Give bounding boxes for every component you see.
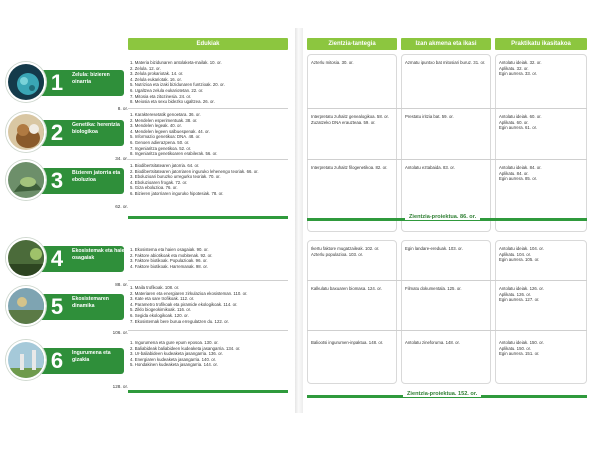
unit-4-contents <box>130 247 212 269</box>
tantegia-item[interactable]: Interpretatu zuhaitz filogenetikoa. 82. or. <box>311 165 388 170</box>
unit-5-akmena <box>405 286 462 292</box>
contents-item[interactable]: 4. Parametro trofikoak eta piramide ekologikoak. 114. or. <box>130 301 238 307</box>
unit-3-praktikatu <box>499 165 542 182</box>
tantegia-item[interactable]: Zuzatzeko DNA erauzteaa. 59. or. <box>311 119 376 125</box>
unit-page: 34. or. <box>115 156 128 161</box>
tantegia-item[interactable]: Baliootsi ingurumen-inpaktua. 148. or. <box>311 340 384 345</box>
unit-title: Zelula: bizieren oinarria <box>72 72 110 85</box>
contents-item[interactable]: 2. Faktore abiotikoak eta mobitenak. 92. or. <box>130 252 213 258</box>
unit-3-tantegia <box>311 165 387 171</box>
row-divider <box>128 280 288 281</box>
akmena-box-2 <box>401 240 491 384</box>
contents-item[interactable]: 2. Baliabideak baliabideen kudeaketa jasangarria. 134. or. <box>130 345 241 351</box>
contents-item[interactable]: 5. Giza eboluzioa. 76. or. <box>130 185 178 191</box>
contents-item[interactable]: 1. Ingurumena eta gure epum eposoa. 130. or. <box>130 340 219 345</box>
praktikatu-item[interactable]: Aplikatu. 126. or. <box>499 291 532 297</box>
unit-4-akmena <box>405 246 463 252</box>
contents-item[interactable]: 7. Ekosistemak bere burua erregulatzen du. 122. or. <box>130 318 229 324</box>
praktikatu-item[interactable]: Egin aurrera. 61. or. <box>499 125 537 131</box>
contents-item[interactable]: 3. Mendelen legeak. 40. or. <box>130 123 182 129</box>
unit-1-contents <box>130 60 225 105</box>
akmena-item[interactable]: Egin landare-ereduak. 103. or. <box>405 246 463 251</box>
contents-item[interactable]: 4. Mendelen legeen salbuespenak. 44. or. <box>130 128 210 134</box>
akmena-item[interactable]: Prestatu iritzia bat. 59. or. <box>405 114 454 119</box>
unit-title: Ingurumena eta gizakia <box>72 350 111 363</box>
unit-3-banner <box>6 160 128 209</box>
contents-item[interactable]: 8. Ingeniaritza genetikoaren erabilerak. 56. or. <box>130 151 218 157</box>
unit-1-banner <box>6 62 128 111</box>
contents-item[interactable]: 4. Zelula eukariotak. 16. or. <box>130 76 182 82</box>
praktikatu-item[interactable]: Antolatu ideiak. 60. or. <box>499 114 542 119</box>
contents-item[interactable]: 1. Materia bizidunaren antolaketa-mailak. 10. or. <box>130 60 222 65</box>
contents-item[interactable]: 8. Meiosia eta sexu bidezko ugaltzea. 26. or. <box>130 99 215 105</box>
unit-2-akmena <box>405 114 454 120</box>
contents-item[interactable]: 1. Karakteresetatik genoetara. 36. or. <box>130 112 201 117</box>
akmena-item[interactable]: Azmatu ipuntxo bat mitosiari buruz. 31. or. <box>405 60 486 65</box>
row-divider <box>128 159 288 160</box>
tantegia-item[interactable]: Interpretatu zuhaitz genealogikoa. 58. or. <box>311 114 389 119</box>
unit-2-photo <box>6 112 46 152</box>
contents-item[interactable]: 3. Ur-baliabideen kudeaketa jasangarria. 136. or. <box>130 351 223 357</box>
contents-item[interactable]: 2. Mendelen esperimentuak. 38. or. <box>130 117 198 123</box>
unit-6-tantegia <box>311 340 383 346</box>
praktikatu-item[interactable]: Aplikatu. 32. or. <box>499 65 529 71</box>
contents-item[interactable]: 3. Eboluzioari buruzko urregurko teoriak. 70. or. <box>130 174 221 180</box>
section-bar <box>128 390 288 393</box>
unit-3-photo <box>6 160 46 200</box>
unit-5-banner <box>6 286 128 335</box>
contents-item[interactable]: 1. Maila trofikoak. 108. or. <box>130 285 180 290</box>
contents-item[interactable]: 6. Genoen adierazpena. 50. or. <box>130 139 190 145</box>
tantegia-box-1 <box>307 54 397 232</box>
contents-item[interactable]: 2. Biodibertsitatearen jatorriaren inguruko lehenengo teoriak. 66. or. <box>130 168 259 174</box>
praktikatu-item[interactable]: Antolatu ideiak. 32. or. <box>499 60 542 65</box>
unit-title: Genetika: herentzia biologikoa <box>72 122 120 135</box>
contents-item[interactable]: 5. Ziklo biogeokimikoak. 116. or. <box>130 307 192 313</box>
col-header-akmena: Izan akmena eta ikasi <box>401 38 491 50</box>
unit-1-tantegia <box>311 60 354 66</box>
contents-item[interactable]: 1. Biodibertsitatearen jatorria. 64. or. <box>130 163 200 168</box>
project-1-label[interactable]: Zientzia-proiektua. 86. or. <box>405 214 480 220</box>
col-header-tantegia: Zientzia-tantegia <box>307 38 397 50</box>
praktikatu-item[interactable]: Egin aurrera. 33. or. <box>499 71 537 77</box>
unit-number: 4 <box>50 246 64 271</box>
row-divider <box>307 108 587 109</box>
contents-item[interactable]: 2. Zelula. 12. or. <box>130 65 161 71</box>
unit-2-banner <box>6 112 128 161</box>
unit-6-photo <box>6 340 46 380</box>
unit-4-banner <box>6 238 128 287</box>
row-divider <box>307 330 587 331</box>
unit-3-contents <box>130 163 259 197</box>
contents-item[interactable]: 4. Faktore biotikoak. Harremanak. 98. or. <box>130 263 208 269</box>
akmena-item[interactable]: Filmatu dokumentala. 125. or. <box>405 286 462 291</box>
contents-item[interactable]: 5. Informazio genetikoa: DNA. 48. or. <box>130 134 201 140</box>
section-bar <box>128 216 288 219</box>
unit-title: Ekosistemaren dinamika <box>72 296 109 309</box>
praktikatu-item[interactable]: Aplikatu. 150. or. <box>499 345 532 351</box>
contents-item[interactable]: 4. Energiaren kudeaketa jasangarria. 140. or. <box>130 356 216 362</box>
akmena-item[interactable]: Antolatu zineforuma. 148. or. <box>405 340 460 345</box>
unit-1-praktikatu <box>499 60 542 77</box>
unit-number: 2 <box>50 120 64 145</box>
unit-4-praktikatu <box>499 246 544 263</box>
unit-number: 3 <box>50 168 64 193</box>
praktikatu-item[interactable]: Antolatu ideiak. 104. or. <box>499 246 544 251</box>
row-divider <box>307 159 587 160</box>
tantegia-box-2 <box>307 240 397 384</box>
unit-number: 6 <box>50 348 64 373</box>
unit-6-contents <box>130 340 240 368</box>
praktikatu-item[interactable]: Antolatu ideiak. 126. or. <box>499 286 544 291</box>
unit-title: Bizieren jatorria eta eboluzioa <box>72 170 121 183</box>
praktikatu-item[interactable]: Egin aurrera. 127. or. <box>499 297 540 303</box>
tantegia-item[interactable]: Ikertu faktore mugatzaileak. 102. or. <box>311 246 380 251</box>
praktikatu-box-1 <box>495 54 587 232</box>
akmena-item[interactable]: Antolatu eztabaida. 83. or. <box>405 165 455 170</box>
unit-4-tantegia <box>311 246 379 257</box>
row-divider <box>128 108 288 109</box>
row-divider <box>128 330 288 331</box>
tantegia-item[interactable]: Azterlu mitosia. 30. or. <box>311 60 354 65</box>
col-header-edukiak: Edukiak <box>128 38 288 50</box>
contents-item[interactable]: 4. Eboluzioaren frogak. 72. or. <box>130 179 188 185</box>
praktikatu-item[interactable]: Egin aurrera. 105. or. <box>499 257 540 263</box>
unit-1-photo <box>6 62 46 102</box>
contents-item[interactable]: 3. Faktore biotikoak. Populazioak. 96. or. <box>130 258 208 264</box>
contents-item[interactable]: 7. Mitosia eta zitozinesia. 24. or. <box>130 93 192 99</box>
unit-page: 128. or. <box>112 384 128 389</box>
contents-item[interactable]: 7. Ingeniaritza genetikoa. 52. or. <box>130 145 192 151</box>
contents-item[interactable]: 6. Bizieren jatorriaren inguruko hipotesiak. 78. or. <box>130 190 224 196</box>
unit-3-akmena <box>405 165 455 171</box>
project-2-label[interactable]: Zientzia-proiektua. 152. or. <box>403 391 481 397</box>
praktikatu-item[interactable]: Aplikatu. 104. or. <box>499 251 532 257</box>
unit-6-akmena <box>405 340 460 346</box>
contents-item[interactable]: 6. Segida ekologikoak. 120. or. <box>130 312 189 318</box>
praktikatu-item[interactable]: Egin aurrera. 85. or. <box>499 176 537 182</box>
book-spread <box>0 28 600 413</box>
unit-5-photo <box>6 286 46 326</box>
contents-item[interactable]: 3. Kate eta sare trofikoak. 112. or. <box>130 296 195 302</box>
tantegia-item[interactable]: Azterlu populazioa. 103. or. <box>311 251 364 257</box>
tantegia-item[interactable]: Kalkulatu baxuaren biomasa. 124. or. <box>311 286 382 291</box>
contents-item[interactable]: 5. Nutrizioa eta izaki bizidunaren funtzioak. 20. or. <box>130 82 225 88</box>
unit-4-photo <box>6 238 46 278</box>
unit-number: 1 <box>50 70 64 95</box>
row-divider <box>307 280 587 281</box>
unit-5-tantegia <box>311 286 382 292</box>
unit-5-praktikatu <box>499 286 544 303</box>
unit-2-praktikatu <box>499 114 542 131</box>
praktikatu-item[interactable]: Antolatu ideiak. 150. or. <box>499 340 544 345</box>
contents-item[interactable]: 6. Ugaltzea zelula eukariotetan. 22. or. <box>130 87 204 93</box>
praktikatu-item[interactable]: Aplikatu. 60. or. <box>499 119 529 125</box>
unit-2-contents <box>130 112 217 157</box>
book-gutter <box>295 28 303 413</box>
unit-2-tantegia <box>311 114 389 125</box>
unit-6-banner <box>6 340 128 389</box>
unit-page: 8. or. <box>117 106 128 111</box>
unit-page: 88. or. <box>115 282 128 287</box>
akmena-box-1 <box>401 54 491 232</box>
unit-page: 62. or. <box>115 204 128 209</box>
contents-item[interactable]: 2. Materiaren eta energiaren zirkulazioa ekosisteman. 110. or. <box>130 290 248 296</box>
unit-5-contents <box>130 285 247 324</box>
unit-title: Ekosistemak eta haien osagaiak <box>72 248 128 261</box>
unit-6-praktikatu <box>499 340 544 357</box>
praktikatu-item[interactable]: Aplikatu. 84. or. <box>499 170 529 176</box>
unit-1-akmena <box>405 60 485 66</box>
praktikatu-item[interactable]: Egin aurrera. 151. or. <box>499 351 540 357</box>
unit-page: 106. or. <box>112 330 128 335</box>
praktikatu-item[interactable]: Antolatu ideiak. 84. or. <box>499 165 542 170</box>
contents-item[interactable]: 1. Ekosistema eta haien osagaiak. 90. or. <box>130 247 209 252</box>
unit-number: 5 <box>50 294 64 319</box>
contents-item[interactable]: 5. Hondakinen kudeaketa jasangarria. 144. or. <box>130 362 218 368</box>
col-header-praktikatu: Praktikatu ikasitakoa <box>495 38 587 50</box>
contents-item[interactable]: 3. Zelula prokariotak. 14. or. <box>130 71 184 77</box>
